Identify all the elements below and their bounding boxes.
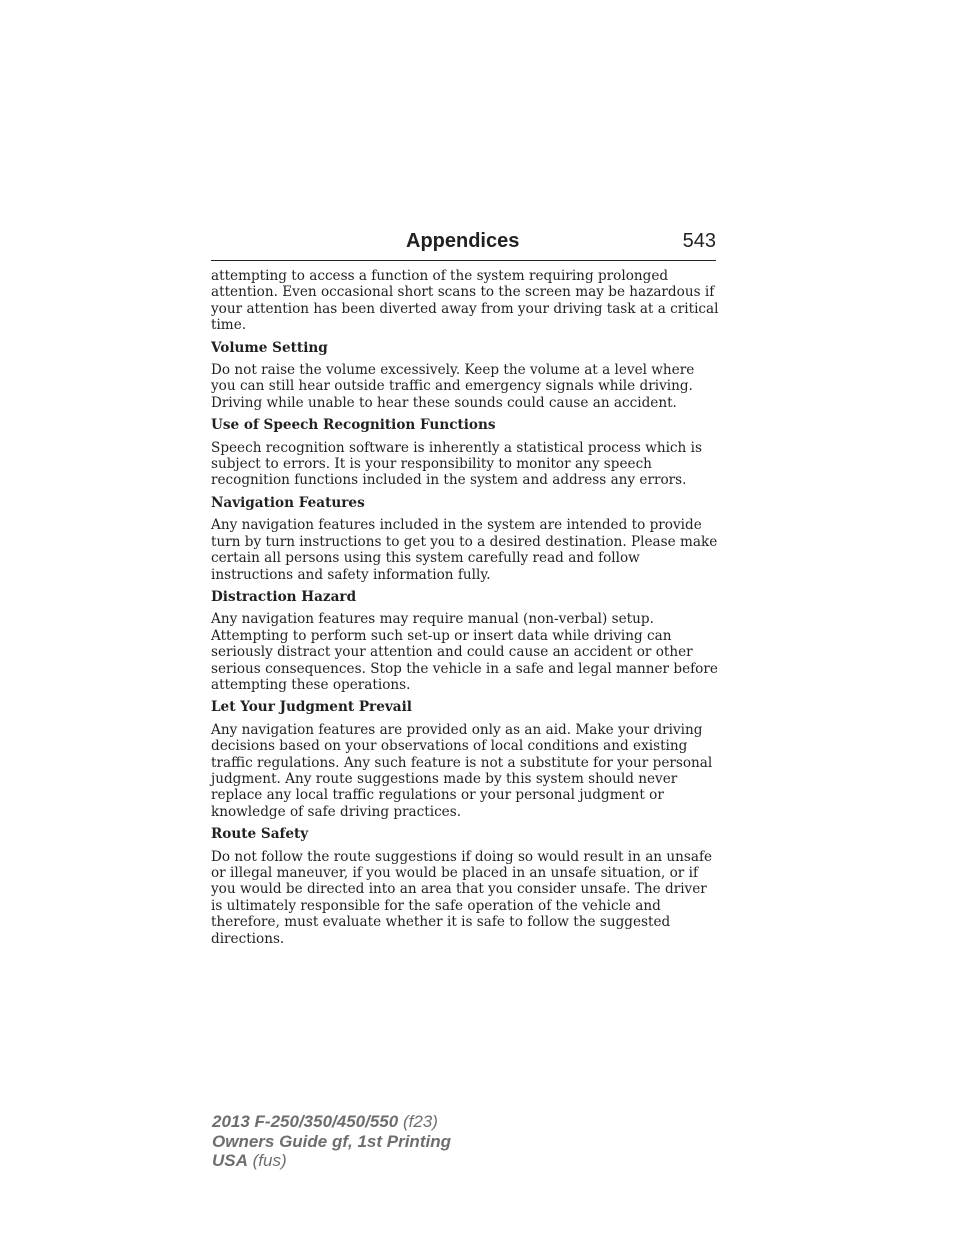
- heading-route-safety: Route Safety: [211, 826, 309, 843]
- footer-line-1: [212, 1112, 451, 1132]
- footer-line-3: [212, 1151, 451, 1171]
- page-number: 543: [682, 230, 716, 252]
- paragraph-navigation-features: Any navigation features included in the system are intended to provide turn by turn instructions to get you to a desired destination. Please make certain all persons using this system carefully read and follow instructions and safety information fully.: [211, 517, 718, 583]
- heading-navigation-features: Navigation Features: [211, 494, 365, 511]
- footer-guide: Owners Guide gf, 1st Printing: [212, 1131, 451, 1151]
- footer-model-code: (f23): [398, 1112, 438, 1131]
- paragraph-speech-recognition: Speech recognition software is inherently a statistical process which is subject to errors. It is your responsibility to monitor any speech recognition functions included in the system and address any errors.: [211, 439, 702, 489]
- footer-model: 2013 F-250/350/450/550: [212, 1112, 399, 1131]
- paragraph-volume-setting: Do not raise the volume excessively. Keep the volume at a level where you can still hear outside traffic and emergency signals while driving. Driving while unable to hear these sounds could cause an accident.: [211, 362, 695, 411]
- page-content: [211, 268, 721, 953]
- heading-distraction-hazard: Distraction Hazard: [211, 588, 357, 605]
- heading-speech-recognition: Use of Speech Recognition Functions: [211, 417, 496, 434]
- footer-region: USA: [212, 1151, 248, 1170]
- heading-volume-setting: Volume Setting: [211, 339, 328, 356]
- footer-region-code: (fus): [247, 1151, 287, 1170]
- paragraph-route-safety: Do not follow the route suggestions if doing so would result in an unsafe or illegal maneuver, if you would be placed in an unsafe situation, or if you would be directed into an area that you consider unsafe. The driver is ultimately responsible for the safe operation of the vehicle and therefore, must evaluate whether it is safe to follow the suggested directions.: [211, 848, 713, 947]
- section-title: Appendices: [406, 230, 520, 252]
- intro-paragraph: attempting to access a function of the system requiring prolonged attention. Even occasional short scans to the screen may be hazardous if your attention has been diverted away from your driving task at a critical time.: [211, 268, 719, 334]
- page-header: [211, 228, 716, 261]
- page-footer: [212, 1112, 451, 1171]
- paragraph-distraction-hazard: Any navigation features may require manual (non-verbal) setup. Attempting to perform such set-up or insert data while driving can seriously distract your attention and could cause an accident or other serious consequences. Stop the vehicle in a safe and legal manner before attempting these operations.: [211, 611, 718, 693]
- heading-judgment-prevail: Let Your Judgment Prevail: [211, 699, 412, 716]
- footer-line-2: [212, 1132, 451, 1152]
- paragraph-judgment-prevail: Any navigation features are provided only as an aid. Make your driving decisions based on your observations of local conditions and existing traffic regulations. Any such feature is not a substitute for your personal judgment. Any route suggestions made by this system should never replace any local traffic regulations or your personal judgment or knowledge of safe driving practices.: [211, 721, 713, 820]
